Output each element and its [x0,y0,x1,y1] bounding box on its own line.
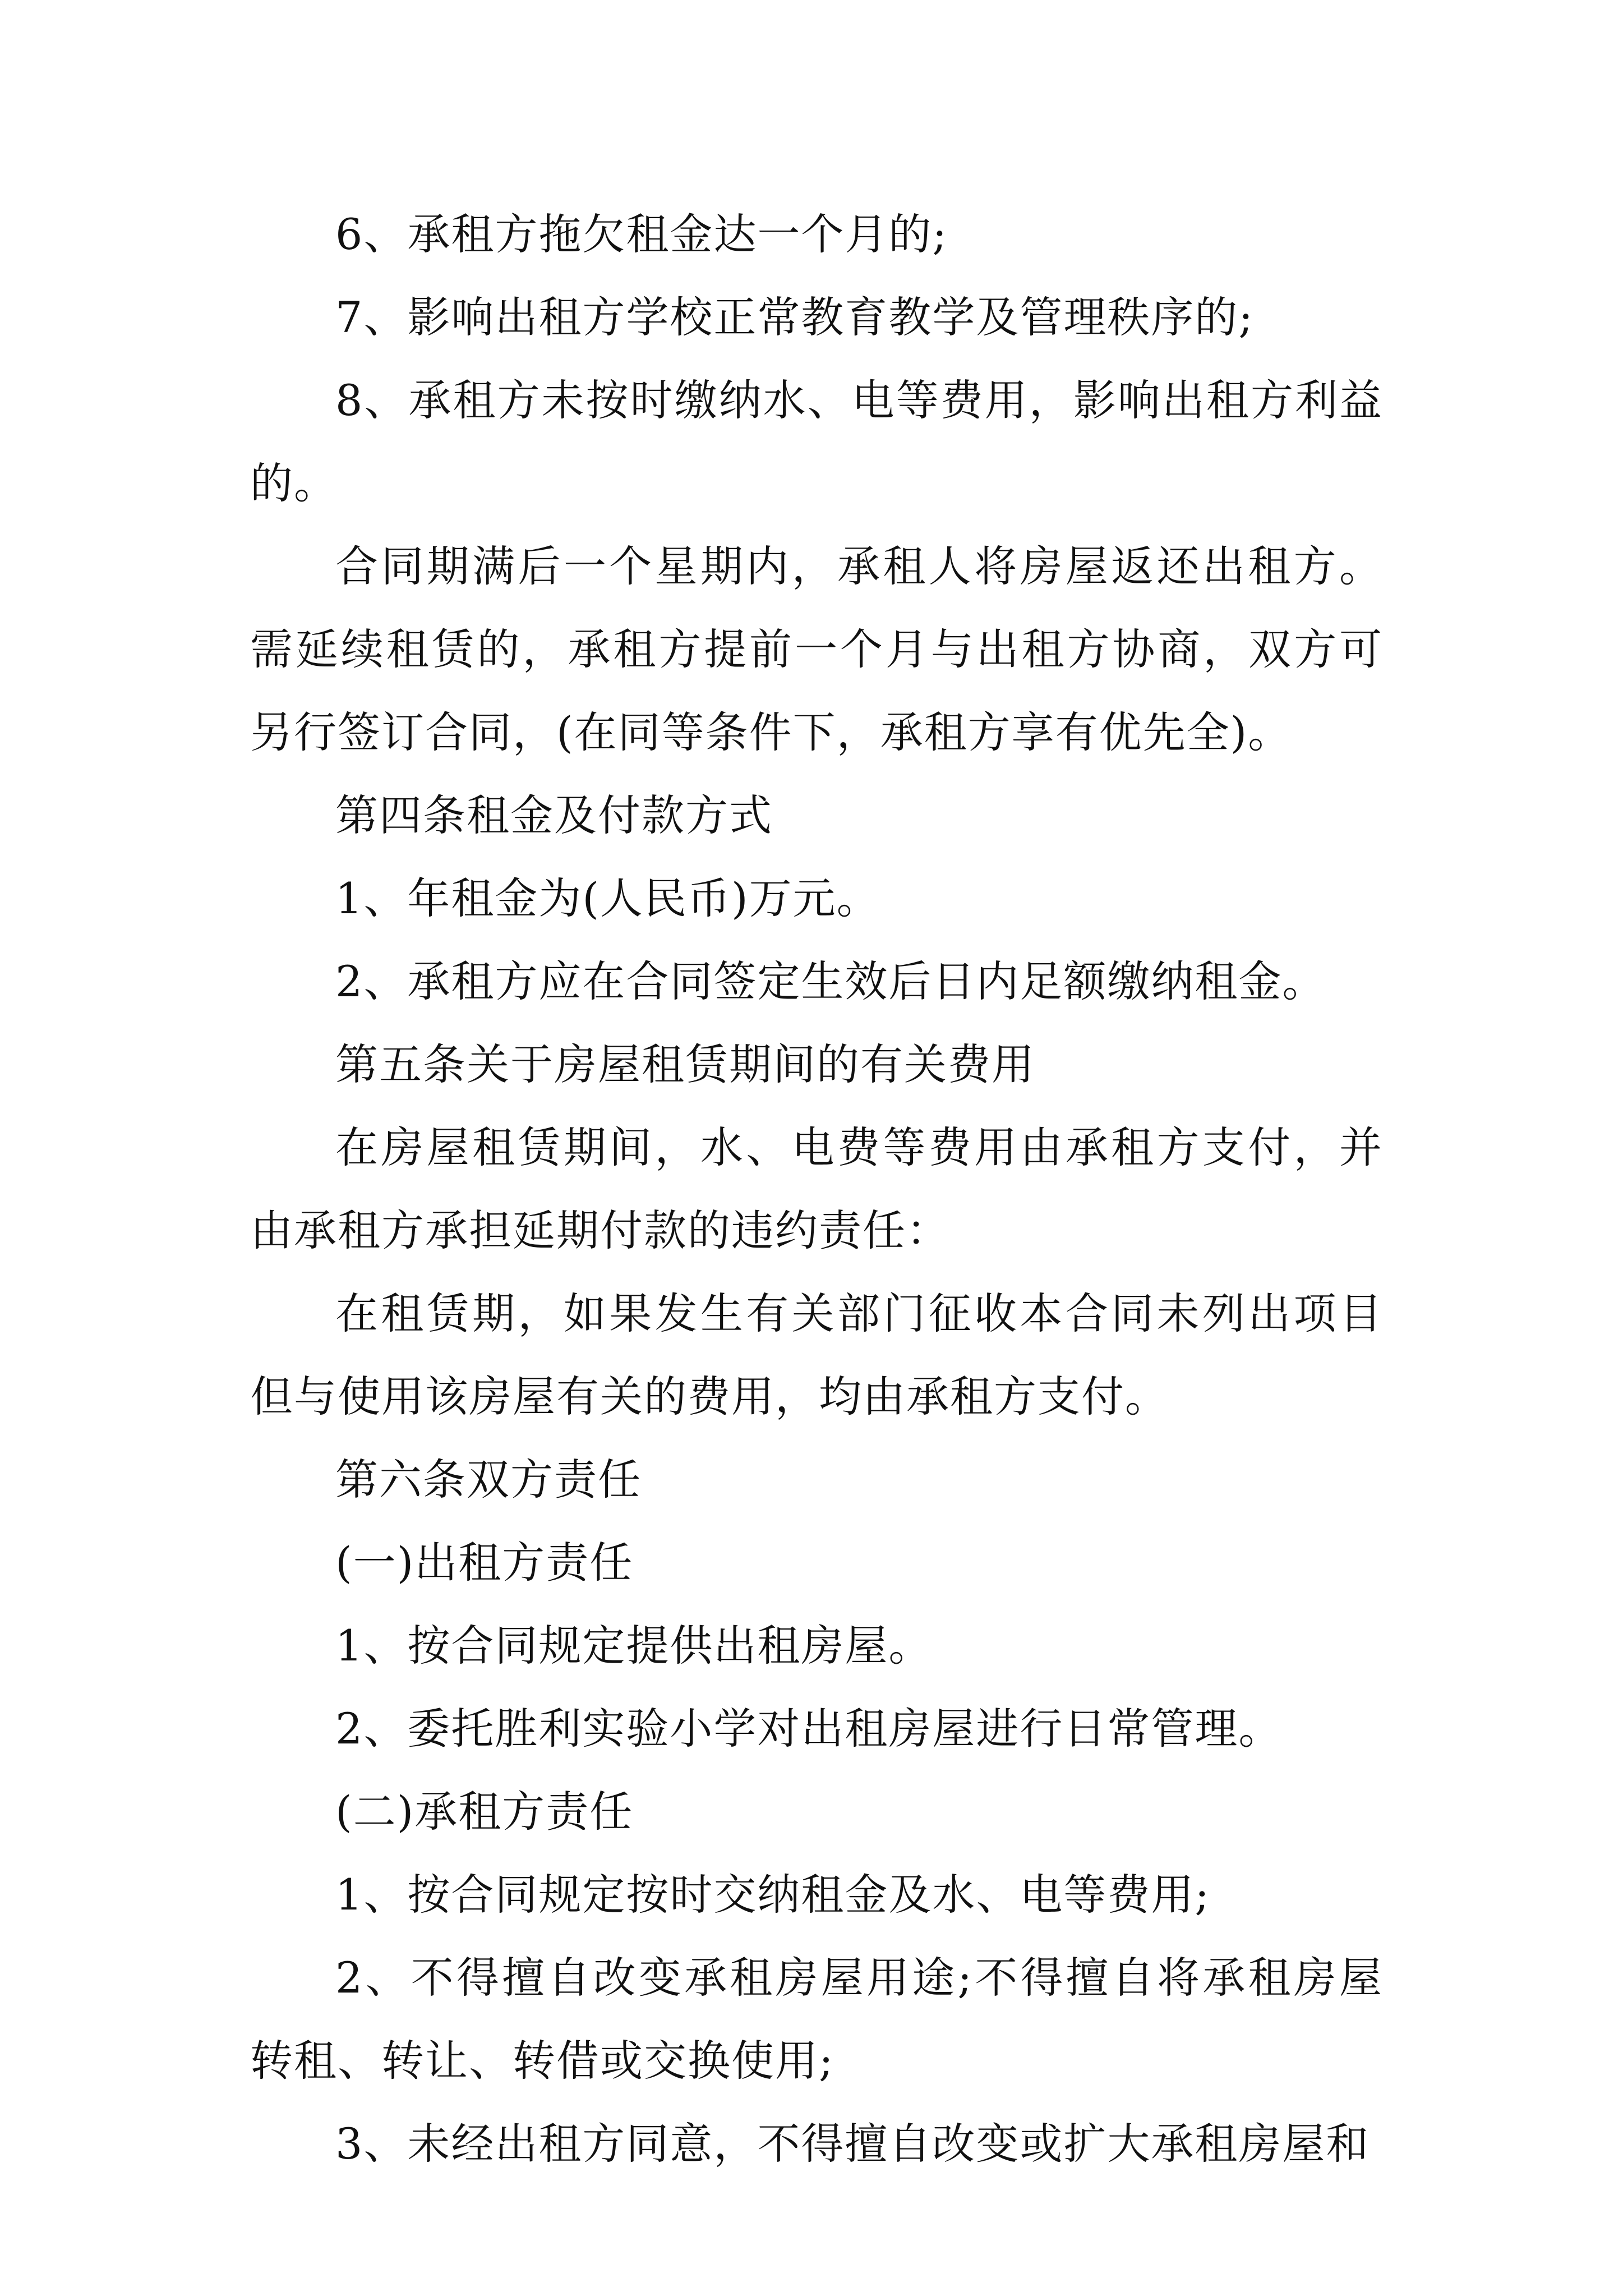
paragraph-annual-rent: 1、年租金为(人民币)万元。 [335,873,880,923]
paragraph-other-fees: 在租赁期，如果发生有关部门征收本合同未列出项目但与使用该房屋有关的费用，均由承租方支付。 [250,1289,1383,1421]
subheading-lessee-duties: (二)承租方责任 [335,1787,634,1837]
paragraph-rent-payment: 2、承租方应在合同签定生效后日内足额缴纳租金。 [335,956,1326,1006]
paragraph-clause-8: 8、承租方未按时缴纳水、电等费用，影响出租方利益的。 [250,375,1383,508]
paragraph-contract-expiry: 合同期满后一个星期内，承租人将房屋返还出租方。需延续租赁的，承租方提前一个月与出租方协商，双方可另行签订合同，(在同等条件下，承租方享有优先全)。 [250,541,1383,757]
paragraph-clause-7: 7、影响出租方学校正常教育教学及管理秩序的; [335,292,1254,342]
paragraph-utility-fees: 在房屋租赁期间，水、电费等费用由承租方支付，并由承租方承担延期付款的违约责任： [250,1122,1383,1255]
paragraph-lessor-duty-2: 2、委托胜利实验小学对出租房屋进行日常管理。 [335,1704,1283,1754]
heading-article-5: 第五条关于房屋租赁期间的有关费用 [335,1039,1035,1089]
paragraph-clause-6: 6、承租方拖欠租金达一个月的; [335,209,948,259]
heading-article-6: 第六条双方责任 [335,1455,642,1504]
paragraph-lessee-duty-3: 3、未经出租方同意，不得擅自改变或扩大承租房屋和 [335,2119,1370,2169]
subheading-lessor-duties: (一)出租方责任 [335,1538,634,1588]
paragraph-lessor-duty-1: 1、按合同规定提供出租房屋。 [335,1621,933,1671]
paragraph-lessee-duty-1: 1、按合同规定按时交纳租金及水、电等费用; [335,1870,1210,1920]
heading-article-4: 第四条租金及付款方式 [335,790,773,840]
document-body [250,193,1383,2185]
paragraph-lessee-duty-2: 2、不得擅自改变承租房屋用途;不得擅自将承租房屋转租、转让、转借或交换使用; [250,1953,1383,2086]
